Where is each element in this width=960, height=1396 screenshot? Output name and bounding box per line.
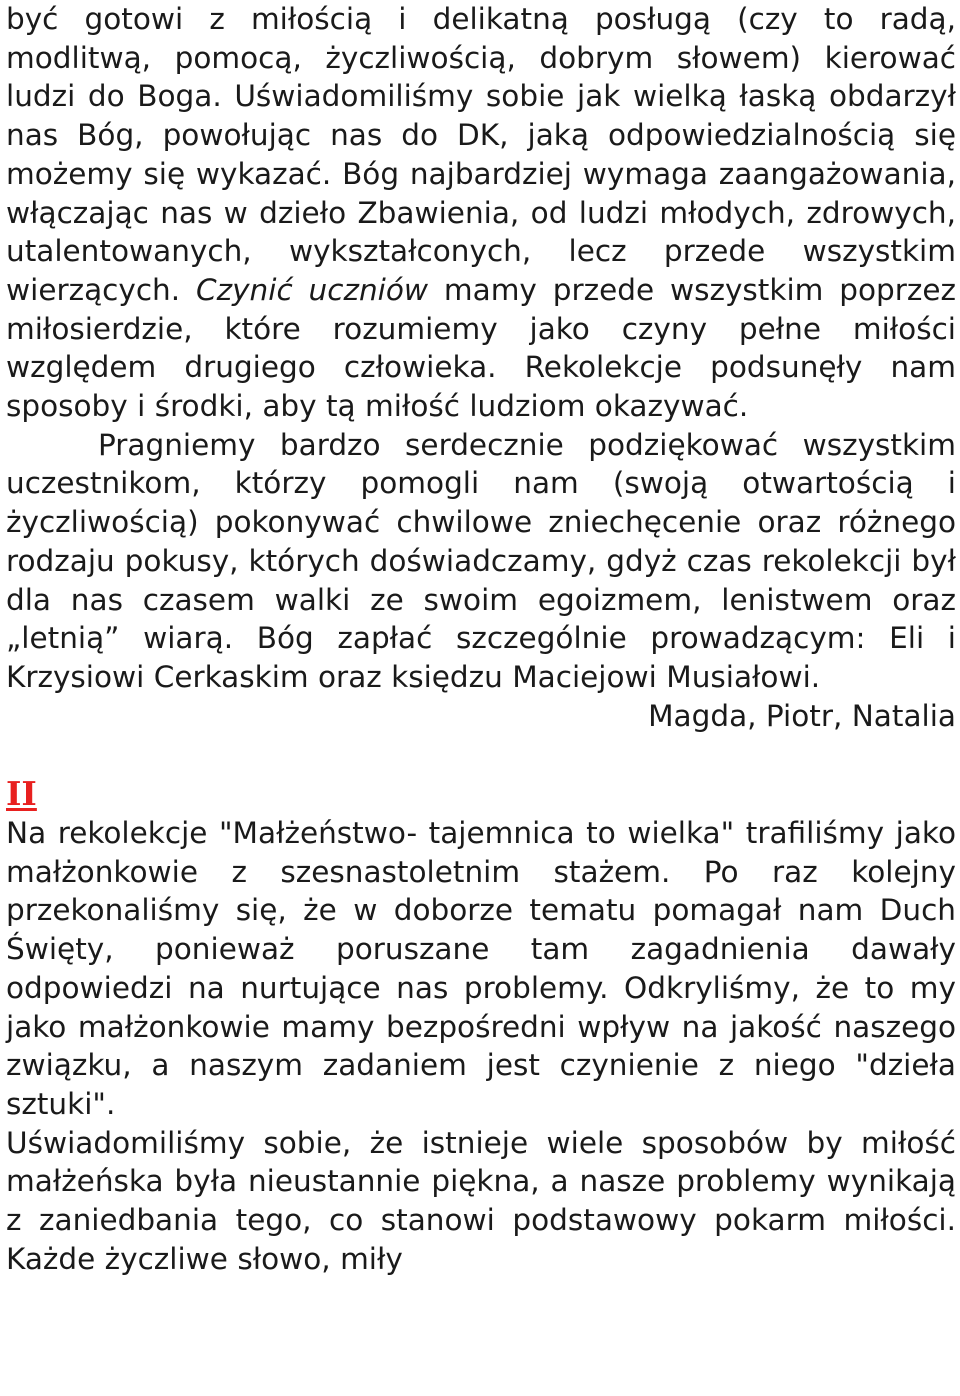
paragraph-gratitude-intro bbox=[6, 0, 956, 426]
section-spacer bbox=[6, 735, 956, 774]
document-page bbox=[6, 0, 956, 1278]
paragraph-thanks: Pragniemy bardzo serdecznie podziękować wszystkim uczestnikom, którzy pomogli nam (swoją otwartością i życzliwością) pokonywać chwilowe zniechęcenie oraz różnego rodzaju pokusy, których doświadczamy, gdyż czas rekolekcji był dla nas czasem walki ze swoim egoizmem, lenistwem oraz „letnią” wiarą. Bóg zapłać szczególnie prowadzącym: Eli i Krzysiowi Cerkaskim oraz księdzu Maciejowi Musiałowi. bbox=[6, 427, 956, 694]
paragraph-text-start: być gotowi z miłością i delikatną posługą (czy to radą, modlitwą, pomocą, życzliwością, dobrym słowem) kierować ludzi do Boga. Uświadomiliśmy sobie jak wielką łaską obdarzył nas Bóg, powołując nas do DK, jaką odpowiedzialnością się możemy się wykazać. Bóg najbardziej wymaga zaangażowania, włączając nas w dzieło Zbawienia, od ludzi młodych, zdrowych, utalentowanych, wykształconych, lecz przede wszystkim wierzących. bbox=[6, 2, 956, 307]
paragraph-text-end: mamy przede wszystkim poprzez miłosierdzie, które rozumiemy jako czyny pełne miłości względem drugiego człowieka. Rekolekcje podsunęły nam sposoby i środki, aby tą miłość ludziom okazywać. bbox=[6, 272, 957, 424]
section-heading-ii: II bbox=[6, 774, 37, 814]
emphasis-make-disciples: Czynić uczniów bbox=[196, 272, 429, 307]
paragraph-marriage-love: Uświadomiliśmy sobie, że istnieje wiele sposobów by miłość małżeńska była nieustannie piękna, a nasze problemy wynikają z zaniedbania tego, co stanowi podstawowy pokarm miłości. Każde życzliwe słowo, miły bbox=[6, 1125, 956, 1276]
signature: Magda, Piotr, Natalia bbox=[648, 698, 956, 733]
paragraph-marriage-retreat: Na rekolekcje "Małżeństwo- tajemnica to wielka" trafiliśmy jako małżonkowie z szesnastoletnim stażem. Po raz kolejny przekonaliśmy się, że w doborze tematu pomagał nam Duch Święty, ponieważ poruszane tam zagadnienia dawały odpowiedzi na nurtujące nas problemy. Odkryliśmy, że to my jako małżonkowie mamy bezpośredni wpływ na jakość naszego związku, a naszym zadaniem jest czynienie z niego "dzieła sztuki". bbox=[6, 816, 956, 1121]
